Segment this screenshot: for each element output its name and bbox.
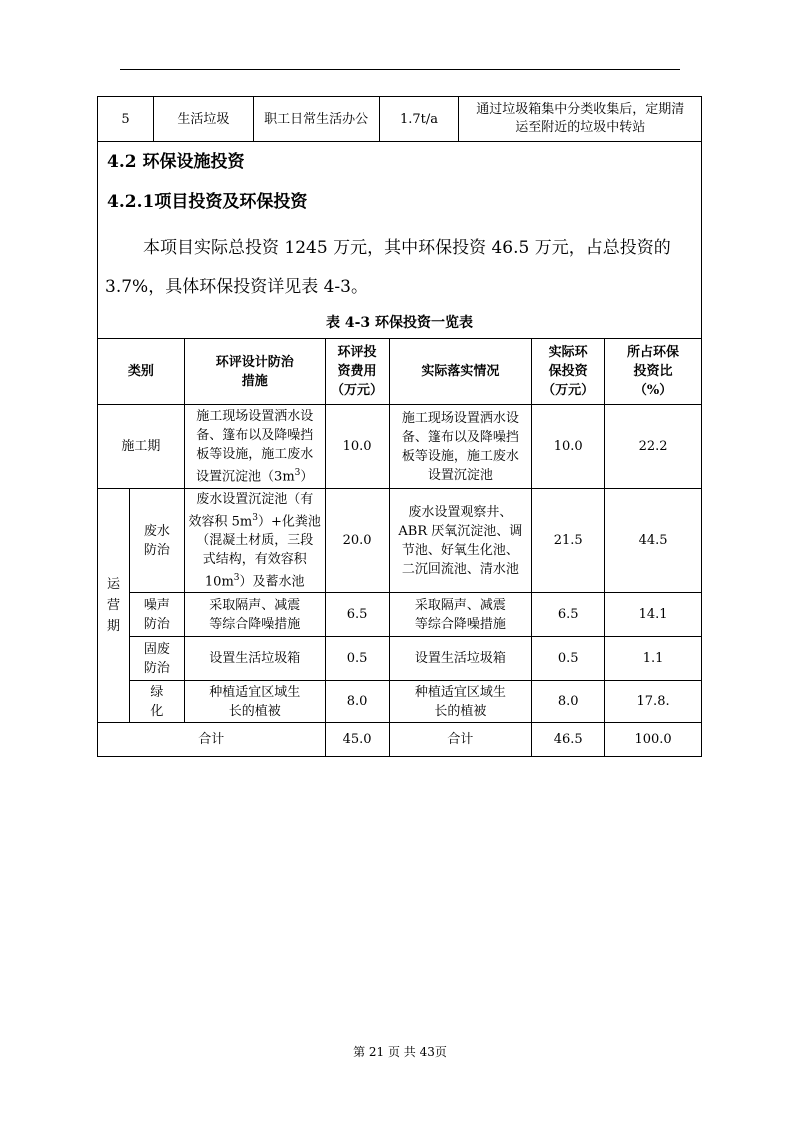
investment-ratio: 22.2 [605,405,702,489]
table-row [98,637,702,681]
total-actual-investment: 46.5 [532,723,605,757]
design-cost: 8.0 [325,681,389,723]
design-measures: 采取隔声、减震 等综合降噪措施 [184,593,325,637]
waste-disposal: 通过垃圾箱集中分类收集后，定期清 运至附近的垃圾中转站 [459,97,702,142]
total-label-actual: 合计 [389,723,532,757]
subsection-heading: 4.2.1项目投资及环保投资 [107,192,308,212]
actual-implementation: 设置生活垃圾箱 [389,637,532,681]
header-actual-implementation: 实际落实情况 [389,339,532,405]
header-rule [120,69,680,70]
page-footer: 第 21 页 共 43页 [353,1045,447,1059]
design-cost: 10.0 [325,405,389,489]
body-paragraph: 本项目实际总投资 1245 万元，其中环保投资 46.5 万元，占总投资的 3.7%，具体环保投资详见表 4-3。 [105,238,671,297]
subcategory-greening: 绿 化 [129,681,184,723]
row-number: 5 [98,97,154,142]
waste-table-continuation [97,96,702,142]
waste-amount: 1.7t/a [379,97,459,142]
subcategory-noise: 噪声 防治 [129,593,184,637]
investment-ratio: 44.5 [605,489,702,593]
table-row [98,405,702,489]
investment-ratio: 17.8. [605,681,702,723]
design-cost: 20.0 [325,489,389,593]
table-total-row [98,723,702,757]
design-measures: 废水设置沉淀池（有 效容积 $5m^3)+$化粪池 （混凝土材质，三段 式结构，有效容积 $10m^3$）及蓄水池 [184,489,325,593]
total-ratio: 100.0 [605,723,702,757]
table-row [98,97,702,142]
subcategory-solid-waste: 固废 防治 [129,637,184,681]
design-measures: 施工现场设置洒水设 备、篷布以及降噪挡 板等设施，施工废水 设置沉淀池$(3m^3)$ [184,405,325,489]
subcategory-wastewater: 废水 防治 [129,489,184,593]
header-category: 类别 [98,339,185,405]
header-design-measures: 环评设计防治 措施 [184,339,325,405]
investment-table [97,338,702,757]
section-heading: 4.2 环保设施投资 [107,152,245,172]
investment-ratio: 1.1 [605,637,702,681]
total-design-cost: 45.0 [325,723,389,757]
table-row [98,681,702,723]
table-row [98,593,702,637]
actual-implementation: 废水设置观察井、 ABR 厌氧沉淀池、调 节池、好氧生化池、 二沉回流池、清水池 [389,489,532,593]
header-actual-investment: 实际环 保投资 （万元） [532,339,605,405]
actual-implementation: 采取隔声、减震 等综合降噪措施 [389,593,532,637]
actual-investment: 21.5 [532,489,605,593]
design-measures: 种植适宜区域生 长的植被 [184,681,325,723]
waste-source: 职工日常生活办公 [253,97,379,142]
header-design-cost: 环评投 资费用 （万元） [325,339,389,405]
design-measures: 设置生活垃圾箱 [184,637,325,681]
actual-investment: 6.5 [532,593,605,637]
category-operation: 运 营 期 [98,489,130,723]
table-row [98,489,702,593]
actual-implementation: 种植适宜区域生 长的植被 [389,681,532,723]
design-cost: 6.5 [325,593,389,637]
investment-ratio: 14.1 [605,593,702,637]
header-ratio: 所占环保 投资比 （%） [605,339,702,405]
table-caption: 表 4-3 环保投资一览表 [325,315,474,331]
table-header-row [98,339,702,405]
waste-type: 生活垃圾 [153,97,253,142]
actual-investment: 0.5 [532,637,605,681]
total-label: 合计 [98,723,326,757]
design-cost: 0.5 [325,637,389,681]
category-construction: 施工期 [98,405,185,489]
actual-investment: 8.0 [532,681,605,723]
actual-investment: 10.0 [532,405,605,489]
actual-implementation: 施工现场设置洒水设 备、篷布以及降噪挡 板等设施，施工废水 设置沉淀池 [389,405,532,489]
